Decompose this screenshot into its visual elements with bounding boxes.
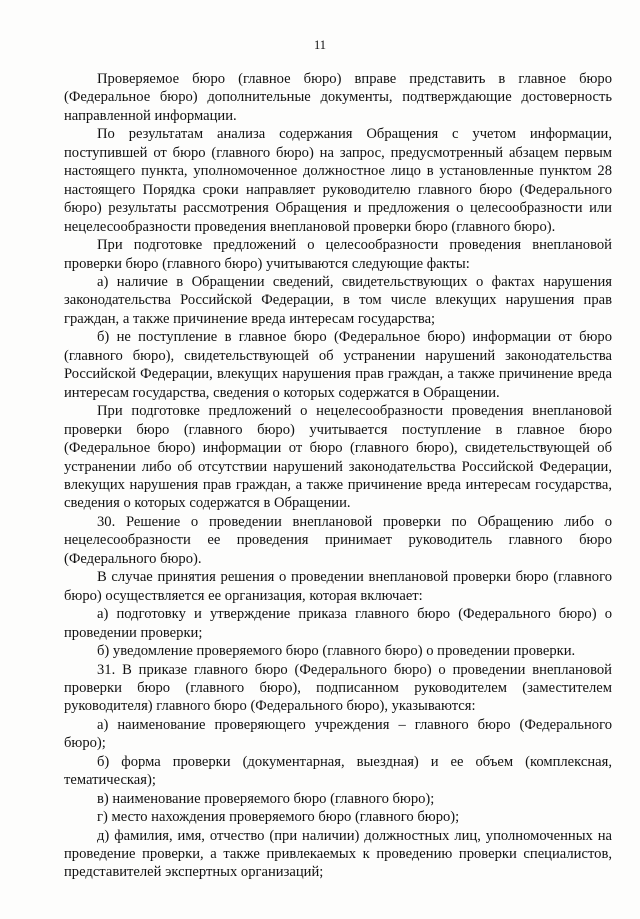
- paragraph: 31. В приказе главного бюро (Федерального бюро) о проведении внеплановой проверки бюро (главного бюро), подписанном руководителем (заместителем руководителя) главного бюро (Федерального бюро), указываются:: [64, 661, 612, 715]
- paragraph: д) фамилия, имя, отчество (при наличии) должностных лиц, уполномоченных на проведение проверки, а также привлекаемых к проведению проверки специалистов, представителей экспертных организаций;: [64, 827, 612, 881]
- paragraph: В случае принятия решения о проведении внеплановой проверки бюро (главного бюро) осуществляется ее организация, которая включает:: [64, 569, 612, 604]
- paragraph: б) не поступление в главное бюро (Федеральное бюро) информации от бюро (главного бюро), свидетельствующей об устранении нарушений законодательства Российской Федерации, влекущих нарушения прав граждан, а также причинение вреда интересам государства, сведения о которых содержатся в Обращении.: [64, 329, 612, 401]
- paragraph: б) уведомление проверяемого бюро (главного бюро) о проведении проверки.: [97, 643, 576, 660]
- page-number: 11: [313, 38, 327, 52]
- paragraph: При подготовке предложений о целесообразности проведения внеплановой проверки бюро (главного бюро) учитываются следующие факты:: [64, 237, 612, 272]
- paragraph: 30. Решение о проведении внеплановой проверки по Обращению либо о нецелесообразности ее проведения принимает руководитель главного бюро (Федерального бюро).: [64, 513, 612, 567]
- paragraph: При подготовке предложений о нецелесообразности проведения внеплановой проверки бюро (главного бюро) учитывается поступление в главное бюро (Федеральное бюро) информации от бюро (главного бюро), свидетельствующей об устранении либо об отсутствии нарушений законодательства Российской Федерации, влекущих нарушения прав граждан, а также причинение вреда интересам государства, сведения о которых содержатся в Обращении.: [64, 403, 612, 512]
- paragraph: а) наименование проверяющего учреждения – главного бюро (Федерального бюро);: [64, 716, 612, 752]
- paragraph: в) наименование проверяемого бюро (главного бюро);: [97, 790, 435, 807]
- paragraph: а) подготовку и утверждение приказа главного бюро (Федерального бюро) о проведении проверки;: [64, 606, 612, 641]
- paragraph: Проверяемое бюро (главное бюро) вправе представить в главное бюро (Федеральное бюро) дополнительные документы, подтверждающие достоверность направленной информации.: [64, 71, 612, 124]
- paragraph: г) место нахождения проверяемого бюро (главного бюро);: [97, 809, 460, 826]
- paragraph: б) форма проверки (документарная, выездная) и ее объем (комплексная, тематическая);: [64, 753, 612, 789]
- paragraph: а) наличие в Обращении сведений, свидетельствующих о фактах нарушения законодательства Российской Федерации, в том числе влекущих нарушения прав граждан, а также причинение вреда интересам государства;: [64, 273, 612, 327]
- document-body: [64, 70, 612, 882]
- paragraph: По результатам анализа содержания Обращения с учетом информации, поступившей от бюро (главного бюро) на запрос, предусмотренный абзацем первым настоящего пункта, уполномоченное должностное лицо в установленные пунктом 28 настоящего Порядка сроки направляет руководителю главного бюро (Федерального бюро) результаты рассмотрения Обращения и предложения о целесообразности или нецелесообразности проведения внеплановой проверки бюро (главного бюро).: [64, 126, 612, 235]
